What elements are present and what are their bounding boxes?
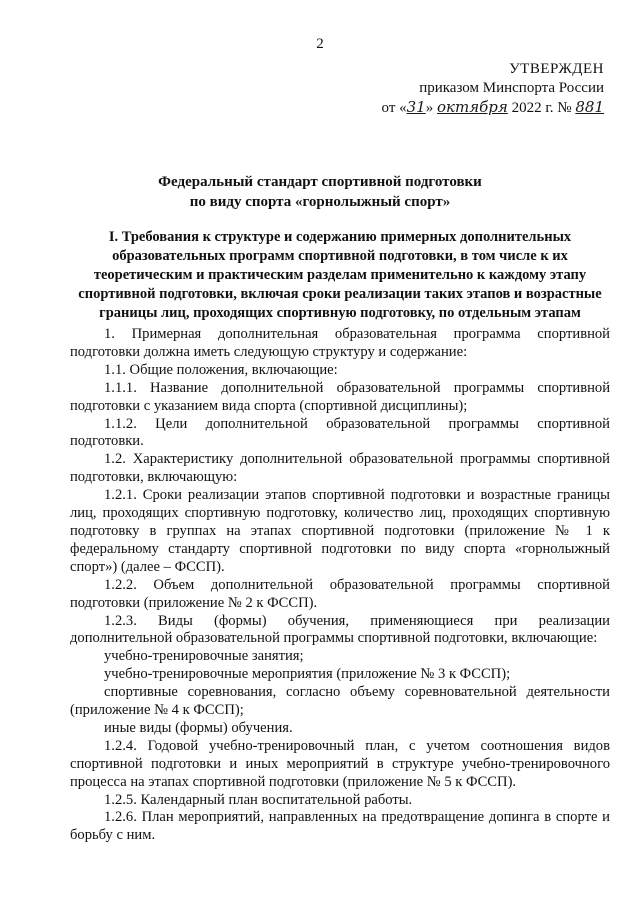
list-item: иные виды (формы) обучения. [104, 719, 293, 736]
date-prefix: от « [381, 100, 407, 116]
list-item: учебно-тренировочные занятия; [104, 648, 304, 665]
paragraph: 1.2.4. Годовой учебно-тренировочный план, с учетом соотношения видов спортивной подготовки и иных мероприятий в структуре учебно-тренировочного процесса на этапах спортивной подготовки (приложение № 5 к ФССП). [70, 737, 610, 790]
paragraph: 1.2. Характеристику дополнительной образовательной программы спортивной подготовки, включающую: [70, 451, 610, 486]
approval-date-line [354, 98, 604, 118]
handwritten-order-number: 881 [575, 98, 604, 116]
paragraph: 1.2.3. Виды (формы) обучения, применяющиеся при реализации дополнительной образовательной программы спортивной подготовки, включающие: [70, 612, 610, 647]
approval-order: приказом Минспорта России [419, 80, 604, 96]
list-item: спортивные соревнования, согласно объему соревновательной деятельности (приложение № 4 к ФССП); [70, 684, 610, 719]
paragraph: 1.2.1. Сроки реализации этапов спортивной подготовки и возрастные границы лиц, проходящих спортивную подготовку, количество лиц, проходящих спортивную подготовку в группах на этапах спортивной подготовки (приложение № 1 к федеральному стандарту спортивной подготовки по виду спорта «горнолыжный спорт») (далее – ФССП). [70, 487, 610, 575]
paragraph: 1. Примерная дополнительная образовательная программа спортивной подготовки должна иметь следующую структуру и содержание: [70, 326, 610, 360]
paragraph: 1.1.1. Название дополнительной образовательной программы спортивной подготовки с указанием вида спорта (спортивной дисциплины); [70, 379, 610, 414]
handwritten-month: октября [436, 98, 508, 116]
paragraph: 1.1.2. Цели дополнительной образовательной программы спортивной подготовки. [70, 415, 610, 450]
section-heading: I. Требования к структуре и содержанию примерных дополнительных образовательных программ спортивной подготовки, в том числе к их теоретическим и практическим разделам применительно к каждому этапу спортивной подготовки, включая сроки реализации таких этапов и возрастные границы лиц, проходящих спортивную подготовку, по отдельным этапам [78, 229, 602, 321]
paragraph: 1.2.6. План мероприятий, направленных на предотвращение допинга в спорте и борьбу с ним. [70, 809, 610, 844]
paragraph: 1.2.5. Календарный план воспитательной работы. [104, 791, 413, 808]
date-mid: » [425, 100, 437, 116]
page-number: 2 [316, 36, 324, 52]
year-text: 2022 г. № [507, 100, 576, 116]
list-item: учебно-тренировочные мероприятия (приложение № 3 к ФССП); [104, 666, 511, 683]
paragraph: 1.1. Общие положения, включающие: [104, 361, 338, 378]
handwritten-day: 31 [406, 98, 426, 116]
document-body [70, 326, 610, 845]
document-title [0, 172, 640, 212]
paragraph: 1.2.2. Объем дополнительной образовательной программы спортивной подготовки (приложение № 2 к ФССП). [70, 576, 610, 611]
approval-block [354, 60, 604, 118]
approval-word: УТВЕРЖДЕН [509, 61, 604, 77]
title-line-1: Федеральный стандарт спортивной подготовки [158, 174, 482, 190]
title-line-2: по виду спорта «горнолыжный спорт» [189, 194, 451, 210]
